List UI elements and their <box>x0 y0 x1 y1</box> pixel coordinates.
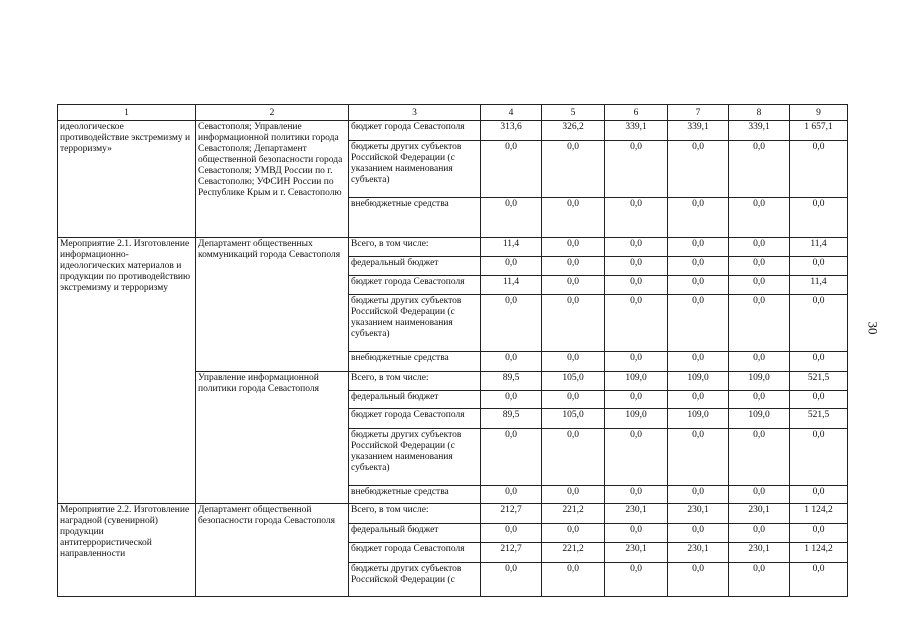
value-cell: 0,0 <box>481 486 542 504</box>
value-cell: 0,0 <box>729 391 790 409</box>
funding-source-cell: внебюджетные средства <box>349 486 481 504</box>
value-cell: 0,0 <box>668 141 729 198</box>
value-cell: 0,0 <box>605 524 668 543</box>
value-cell: 0,0 <box>605 257 668 276</box>
value-cell: 1 124,2 <box>790 504 848 524</box>
funding-source-cell: бюджет города Севастополя <box>349 543 481 563</box>
funding-source-cell: бюджет города Севастополя <box>349 121 481 141</box>
value-cell: 0,0 <box>668 391 729 409</box>
event-cell: Мероприятие 2.1. Изготовление информационно-идеологических материалов и продукции по противодействию экстремизму и терроризму <box>58 238 196 504</box>
value-cell: 0,0 <box>605 198 668 238</box>
funding-source-cell: бюджеты других субъектов Российской Федерации (с <box>349 563 481 597</box>
executor-cell: Управление информационной политики города Севастополя <box>196 372 349 504</box>
table-body <box>58 105 848 597</box>
value-cell: 11,4 <box>790 276 848 295</box>
value-cell: 0,0 <box>542 276 605 295</box>
header-cell-9: 9 <box>790 105 848 121</box>
value-cell: 11,4 <box>790 238 848 257</box>
value-cell: 1 657,1 <box>790 121 848 141</box>
value-cell: 0,0 <box>605 295 668 352</box>
value-cell: 0,0 <box>790 352 848 372</box>
value-cell: 0,0 <box>668 486 729 504</box>
header-cell-8: 8 <box>729 105 790 121</box>
value-cell: 230,1 <box>668 504 729 524</box>
value-cell: 1 124,2 <box>790 543 848 563</box>
value-cell: 0,0 <box>729 257 790 276</box>
funding-source-cell: Всего, в том числе: <box>349 238 481 257</box>
header-row <box>58 105 848 121</box>
value-cell: 0,0 <box>481 198 542 238</box>
funding-source-cell: бюджет города Севастополя <box>349 276 481 295</box>
value-cell: 0,0 <box>729 486 790 504</box>
value-cell: 313,6 <box>481 121 542 141</box>
value-cell: 0,0 <box>668 276 729 295</box>
value-cell: 212,7 <box>481 504 542 524</box>
value-cell: 0,0 <box>542 141 605 198</box>
value-cell: 0,0 <box>481 257 542 276</box>
value-cell: 0,0 <box>790 563 848 597</box>
funding-source-cell: внебюджетные средства <box>349 198 481 238</box>
value-cell: 0,0 <box>668 429 729 486</box>
value-cell: 212,7 <box>481 543 542 563</box>
value-cell: 0,0 <box>542 391 605 409</box>
value-cell: 230,1 <box>729 543 790 563</box>
value-cell: 230,1 <box>729 504 790 524</box>
value-cell: 0,0 <box>605 352 668 372</box>
value-cell: 0,0 <box>605 276 668 295</box>
value-cell: 230,1 <box>605 504 668 524</box>
value-cell: 0,0 <box>481 429 542 486</box>
funding-source-cell: Всего, в том числе: <box>349 504 481 524</box>
value-cell: 109,0 <box>605 409 668 429</box>
value-cell: 339,1 <box>605 121 668 141</box>
value-cell: 109,0 <box>729 372 790 391</box>
header-cell-5: 5 <box>542 105 605 121</box>
value-cell: 0,0 <box>790 141 848 198</box>
value-cell: 0,0 <box>542 352 605 372</box>
value-cell: 89,5 <box>481 372 542 391</box>
value-cell: 0,0 <box>729 198 790 238</box>
value-cell: 0,0 <box>729 429 790 486</box>
value-cell: 0,0 <box>481 563 542 597</box>
value-cell: 0,0 <box>542 563 605 597</box>
page-number: 30 <box>865 321 881 335</box>
value-cell: 0,0 <box>668 238 729 257</box>
value-cell: 0,0 <box>542 295 605 352</box>
value-cell: 0,0 <box>729 524 790 543</box>
value-cell: 0,0 <box>790 295 848 352</box>
header-cell-3: 3 <box>349 105 481 121</box>
value-cell: 0,0 <box>481 295 542 352</box>
value-cell: 0,0 <box>605 391 668 409</box>
header-cell-6: 6 <box>605 105 668 121</box>
value-cell: 109,0 <box>668 372 729 391</box>
value-cell: 109,0 <box>729 409 790 429</box>
funding-source-cell: бюджеты других субъектов Российской Федерации (с указанием наименования субъекта) <box>349 295 481 352</box>
value-cell: 105,0 <box>542 372 605 391</box>
value-cell: 0,0 <box>668 198 729 238</box>
header-cell-7: 7 <box>668 105 729 121</box>
funding-source-cell: федеральный бюджет <box>349 524 481 543</box>
value-cell: 339,1 <box>668 121 729 141</box>
value-cell: 0,0 <box>668 257 729 276</box>
value-cell: 0,0 <box>668 563 729 597</box>
value-cell: 221,2 <box>542 504 605 524</box>
value-cell: 0,0 <box>542 238 605 257</box>
value-cell: 0,0 <box>790 257 848 276</box>
value-cell: 0,0 <box>668 295 729 352</box>
event-cell: идеологическое противодействие экстремизму и терроризму» <box>58 121 196 238</box>
value-cell: 0,0 <box>605 563 668 597</box>
funding-source-cell: бюджет города Севастополя <box>349 409 481 429</box>
table-row <box>58 121 848 141</box>
value-cell: 0,0 <box>790 198 848 238</box>
value-cell: 230,1 <box>605 543 668 563</box>
funding-source-cell: бюджеты других субъектов Российской Федерации (с указанием наименования субъекта) <box>349 141 481 198</box>
value-cell: 0,0 <box>729 352 790 372</box>
value-cell: 105,0 <box>542 409 605 429</box>
value-cell: 0,0 <box>605 141 668 198</box>
header-cell-1: 1 <box>58 105 196 121</box>
value-cell: 11,4 <box>481 238 542 257</box>
funding-source-cell: внебюджетные средства <box>349 352 481 372</box>
value-cell: 0,0 <box>790 524 848 543</box>
value-cell: 0,0 <box>729 238 790 257</box>
value-cell: 0,0 <box>790 391 848 409</box>
value-cell: 230,1 <box>668 543 729 563</box>
value-cell: 0,0 <box>605 486 668 504</box>
value-cell: 109,0 <box>605 372 668 391</box>
header-cell-4: 4 <box>481 105 542 121</box>
value-cell: 0,0 <box>481 391 542 409</box>
value-cell: 0,0 <box>542 429 605 486</box>
value-cell: 0,0 <box>542 198 605 238</box>
executor-cell: Департамент общественной безопасности города Севастополя <box>196 504 349 597</box>
table-row <box>58 504 848 524</box>
value-cell: 339,1 <box>729 121 790 141</box>
funding-table <box>57 104 848 597</box>
funding-source-cell: бюджеты других субъектов Российской Федерации (с указанием наименования субъекта) <box>349 429 481 486</box>
value-cell: 11,4 <box>481 276 542 295</box>
value-cell: 0,0 <box>729 141 790 198</box>
value-cell: 0,0 <box>481 141 542 198</box>
value-cell: 0,0 <box>668 524 729 543</box>
value-cell: 0,0 <box>542 524 605 543</box>
value-cell: 0,0 <box>542 257 605 276</box>
value-cell: 0,0 <box>729 276 790 295</box>
value-cell: 221,2 <box>542 543 605 563</box>
value-cell: 0,0 <box>605 238 668 257</box>
value-cell: 0,0 <box>790 486 848 504</box>
value-cell: 0,0 <box>481 352 542 372</box>
value-cell: 521,5 <box>790 409 848 429</box>
funding-source-cell: федеральный бюджет <box>349 391 481 409</box>
value-cell: 0,0 <box>729 563 790 597</box>
executor-cell: Севастополя; Управление информационной политики города Севастополя; Департамент общественной безопасности города Севастополя; УМВД России по г. Севастополю; УФСИН России по Республике Крым и г. Севастополю <box>196 121 349 238</box>
value-cell: 0,0 <box>481 524 542 543</box>
value-cell: 0,0 <box>790 429 848 486</box>
value-cell: 521,5 <box>790 372 848 391</box>
value-cell: 326,2 <box>542 121 605 141</box>
value-cell: 0,0 <box>542 486 605 504</box>
value-cell: 0,0 <box>605 429 668 486</box>
executor-cell: Департамент общественных коммуникаций города Севастополя <box>196 238 349 372</box>
value-cell: 0,0 <box>729 295 790 352</box>
event-cell: Мероприятие 2.2. Изготовление наградной (сувенирной) продукции антитеррористической направленности <box>58 504 196 597</box>
value-cell: 109,0 <box>668 409 729 429</box>
value-cell: 89,5 <box>481 409 542 429</box>
funding-source-cell: федеральный бюджет <box>349 257 481 276</box>
header-cell-2: 2 <box>196 105 349 121</box>
table-row <box>58 238 848 257</box>
funding-source-cell: Всего, в том числе: <box>349 372 481 391</box>
value-cell: 0,0 <box>668 352 729 372</box>
